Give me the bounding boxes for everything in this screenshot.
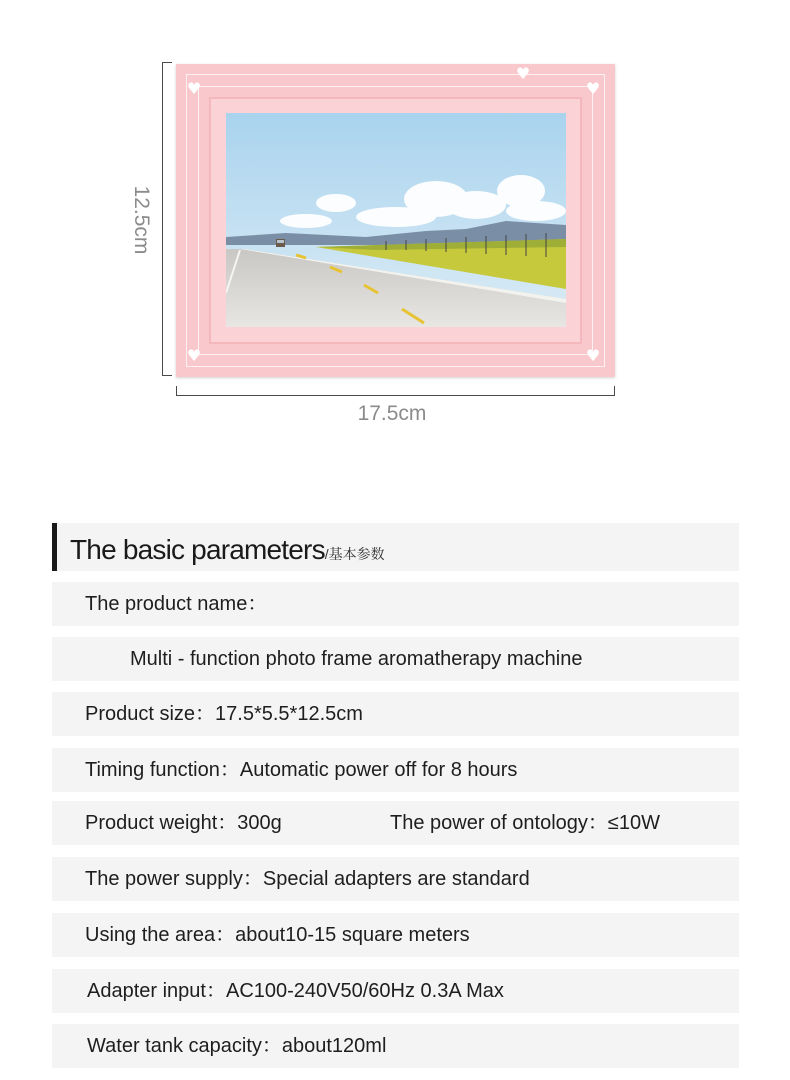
adapter-input: Adapter input：AC100-240V50/60Hz 0.3A Max (87, 980, 504, 1002)
product-size: Product size：17.5*5.5*12.5cm (85, 703, 363, 725)
power-supply: The power supply：Special adapters are standard (85, 868, 530, 890)
product-name-value: Multi - function photo frame aromatherapy machine (130, 648, 583, 670)
heart-icon: ♥ (585, 346, 601, 365)
params-accent-bar (52, 523, 57, 571)
param-row-tank (52, 1024, 739, 1068)
height-dimension-tick-top (162, 62, 172, 63)
params-subtitle: /基本参数 (324, 546, 385, 562)
heart-icon: ♥ (186, 79, 202, 98)
params-title (70, 534, 385, 566)
param-row-adapter (52, 969, 739, 1013)
param-row-weight-power (52, 801, 739, 845)
heart-icon: ♥ (585, 79, 601, 98)
water-tank-capacity: Water tank capacity：about120ml (87, 1035, 387, 1057)
timing-function: Timing function：Automatic power off for 8 hours (85, 759, 518, 781)
height-dimension-line (162, 62, 163, 376)
params-title-text: The basic parameters (70, 534, 325, 565)
product-weight: Product weight：300g (85, 812, 282, 834)
using-area: Using the area：about10-15 square meters (85, 924, 470, 946)
power-of-ontology: The power of ontology：≤10W (390, 812, 660, 834)
heart-icon: ♥ (515, 64, 531, 83)
highway-landscape-image (226, 113, 566, 327)
height-dimension-tick-bottom (162, 375, 172, 376)
frame-photo (226, 113, 566, 327)
param-row-product-name-value (52, 637, 739, 681)
photo-frame (176, 64, 615, 377)
heart-icon: ♥ (186, 346, 202, 365)
param-row-size (52, 692, 739, 736)
width-dimension-tick-right (614, 386, 615, 396)
param-row-product-name (52, 582, 739, 626)
param-row-power-supply (52, 857, 739, 901)
height-dimension-label: 12.5cm (130, 185, 153, 255)
param-row-area (52, 913, 739, 957)
product-name-label: The product name： (85, 593, 268, 615)
width-dimension-line (176, 395, 615, 396)
width-dimension-tick-left (176, 386, 177, 396)
param-row-timing (52, 748, 739, 792)
width-dimension-label: 17.5cm (357, 402, 427, 425)
